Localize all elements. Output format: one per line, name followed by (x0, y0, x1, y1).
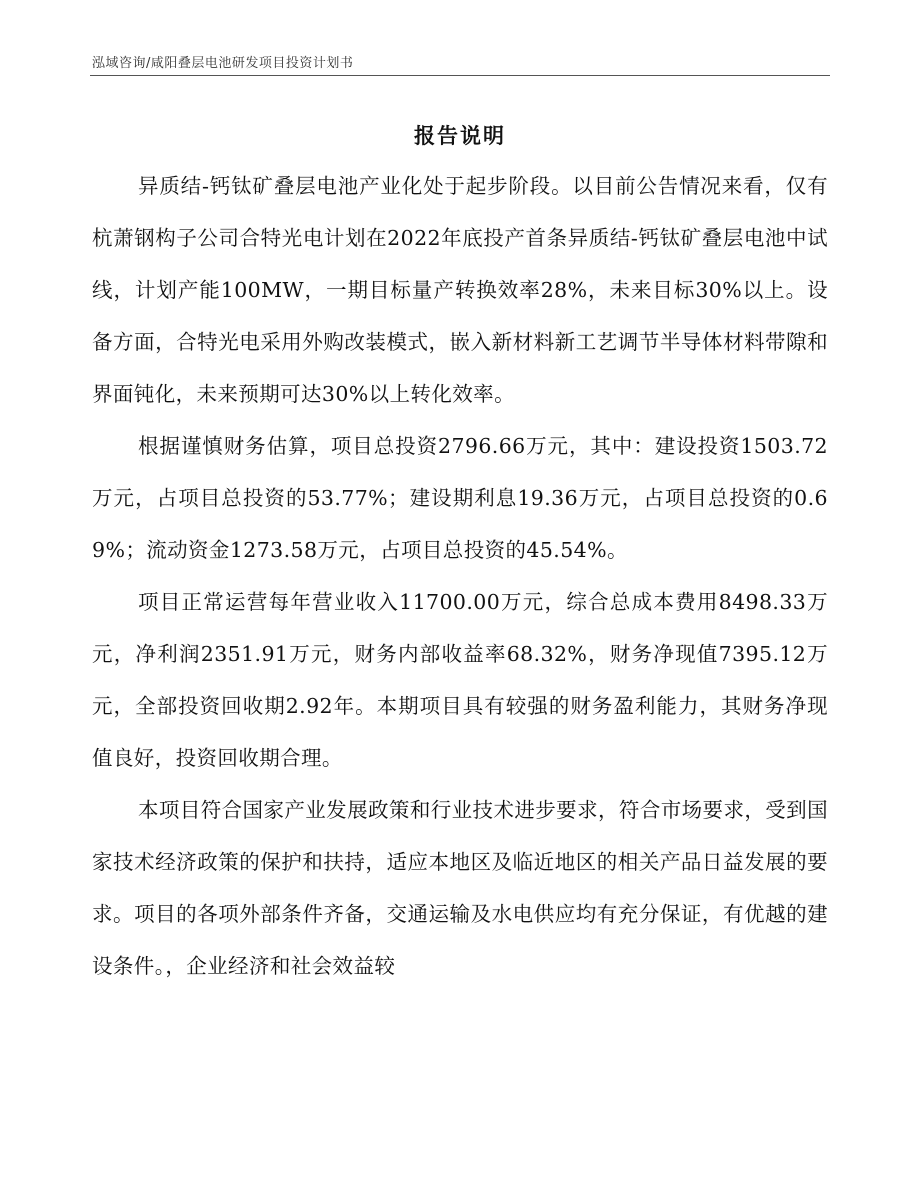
running-header: 泓域咨询/咸阳叠层电池研发项目投资计划书 (92, 56, 354, 71)
header-divider (90, 75, 830, 76)
paragraph-policy-conditions: 本项目符合国家产业发展政策和行业技术进步要求，符合市场要求，受到国家技术经济政策的保护和扶持，适应本地区及临近地区的相关产品日益发展的要求。项目的各项外部条件齐备，交通运输及水电供应均有充分保证，有优越的建设条件。，企业经济和社会效益较 (92, 798, 828, 978)
paragraph-investment-estimate: 根据谨慎财务估算，项目总投资2796.66万元，其中：建设投资1503.72万元，占项目总投资的53.77%；建设期利息19.36万元，占项目总投资的0.69%；流动资金1273.58万元，占项目总投资的45.54%。 (92, 434, 828, 562)
section-title: 报告说明 (414, 124, 506, 148)
body-text (92, 160, 828, 992)
paragraph-financial-returns: 项目正常运营每年营业收入11700.00万元，综合总成本费用8498.33万元，净利润2351.91万元，财务内部收益率68.32%，财务净现值7395.12万元，全部投资回收期2.92年。本期项目具有较强的财务盈利能力，其财务净现值良好，投资回收期合理。 (92, 590, 828, 770)
paragraph-industry-status: 异质结-钙钛矿叠层电池产业化处于起步阶段。以目前公告情况来看，仅有杭萧钢构子公司合特光电计划在2022年底投产首条异质结-钙钛矿叠层电池中试线，计划产能100MW，一期目标量产转换效率28%，未来目标30%以上。设备方面，合特光电采用外购改装模式，嵌入新材料新工艺调节半导体材料带隙和界面钝化，未来预期可达30%以上转化效率。 (92, 174, 828, 406)
